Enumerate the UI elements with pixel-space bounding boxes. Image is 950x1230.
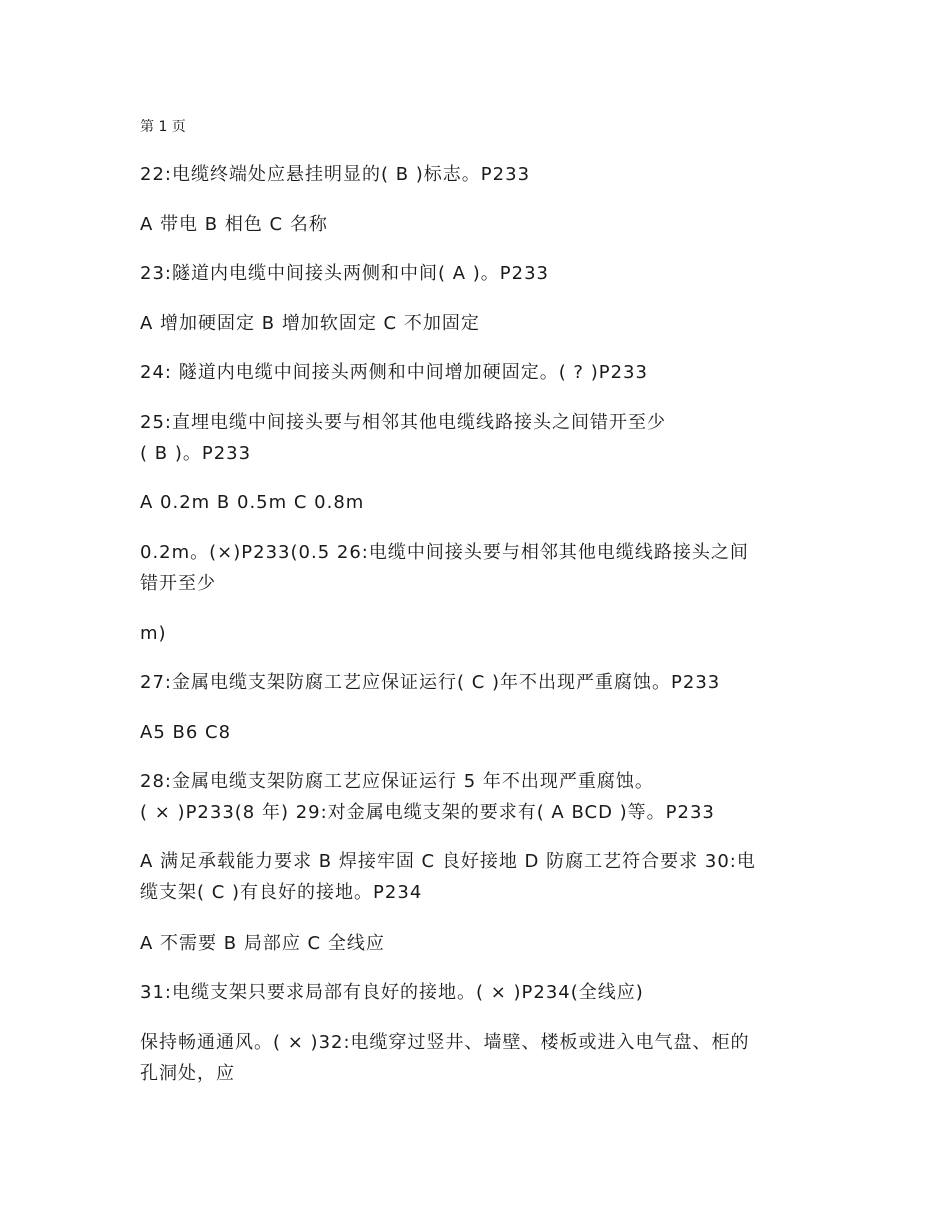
- paragraph: [140, 308, 820, 339]
- text-line: A 不需要 B 局部应 C 全线应: [140, 933, 385, 954]
- text-line: A 满足承载能力要求 B 焊接牢固 C 良好接地 D 防腐工艺符合要求 30:电: [140, 851, 756, 872]
- paragraph: [140, 618, 820, 649]
- paragraph: [140, 258, 820, 289]
- paragraph: [140, 209, 820, 240]
- paragraph: [140, 487, 820, 518]
- text-line: 保持畅通通风。( × )32:电缆穿过竖井、墙壁、楼板或进入电气盘、柜的: [140, 1032, 750, 1053]
- paragraph: [140, 667, 820, 698]
- paragraph: [140, 928, 820, 959]
- text-line: 24: 隧道内电缆中间接头两侧和中间增加硬固定。( ? )P233: [140, 362, 648, 383]
- paragraph: [140, 977, 820, 1008]
- text-line: 27:金属电缆支架防腐工艺应保证运行( C )年不出现严重腐蚀。P233: [140, 672, 721, 693]
- text-line: A 增加硬固定 B 增加软固定 C 不加固定: [140, 313, 480, 334]
- text-line: ( B )。P233: [140, 443, 252, 464]
- text-line: 22:电缆终端处应悬挂明显的( B )标志。P233: [140, 164, 531, 185]
- text-line: 错开至少: [140, 573, 216, 594]
- text-line: 31:电缆支架只要求局部有良好的接地。( × )P234(全线应): [140, 982, 644, 1003]
- paragraph: [140, 717, 820, 748]
- text-line: A5 B6 C8: [140, 722, 232, 743]
- text-line: 孔洞处，应: [140, 1063, 235, 1084]
- paragraph: [140, 407, 820, 469]
- paragraph: [140, 537, 820, 599]
- text-line: 23:隧道内电缆中间接头两侧和中间( A )。P233: [140, 263, 549, 284]
- text-line: ( × )P233(8 年) 29:对金属电缆支架的要求有( A BCD )等。P233: [140, 802, 715, 823]
- text-line: 25:直埋电缆中间接头要与相邻其他电缆线路接头之间错开至少: [140, 412, 666, 433]
- paragraph: [140, 766, 820, 828]
- text-line: 0.2m。(×)P233(0.5 26:电缆中间接头要与相邻其他电缆线路接头之间: [140, 542, 749, 563]
- page-number-label: 第 1 页: [140, 119, 186, 135]
- paragraph: [140, 357, 820, 388]
- text-line: 缆支架( C )有良好的接地。P234: [140, 882, 423, 903]
- text-line: A 0.2m B 0.5m C 0.8m: [140, 492, 365, 513]
- paragraph: [140, 1027, 820, 1089]
- text-line: A 带电 B 相色 C 名称: [140, 214, 328, 235]
- text-line: m): [140, 623, 167, 644]
- text-line: 28:金属电缆支架防腐工艺应保证运行 5 年不出现严重腐蚀。: [140, 771, 654, 792]
- paragraph: [140, 846, 820, 908]
- paragraph: [140, 159, 820, 190]
